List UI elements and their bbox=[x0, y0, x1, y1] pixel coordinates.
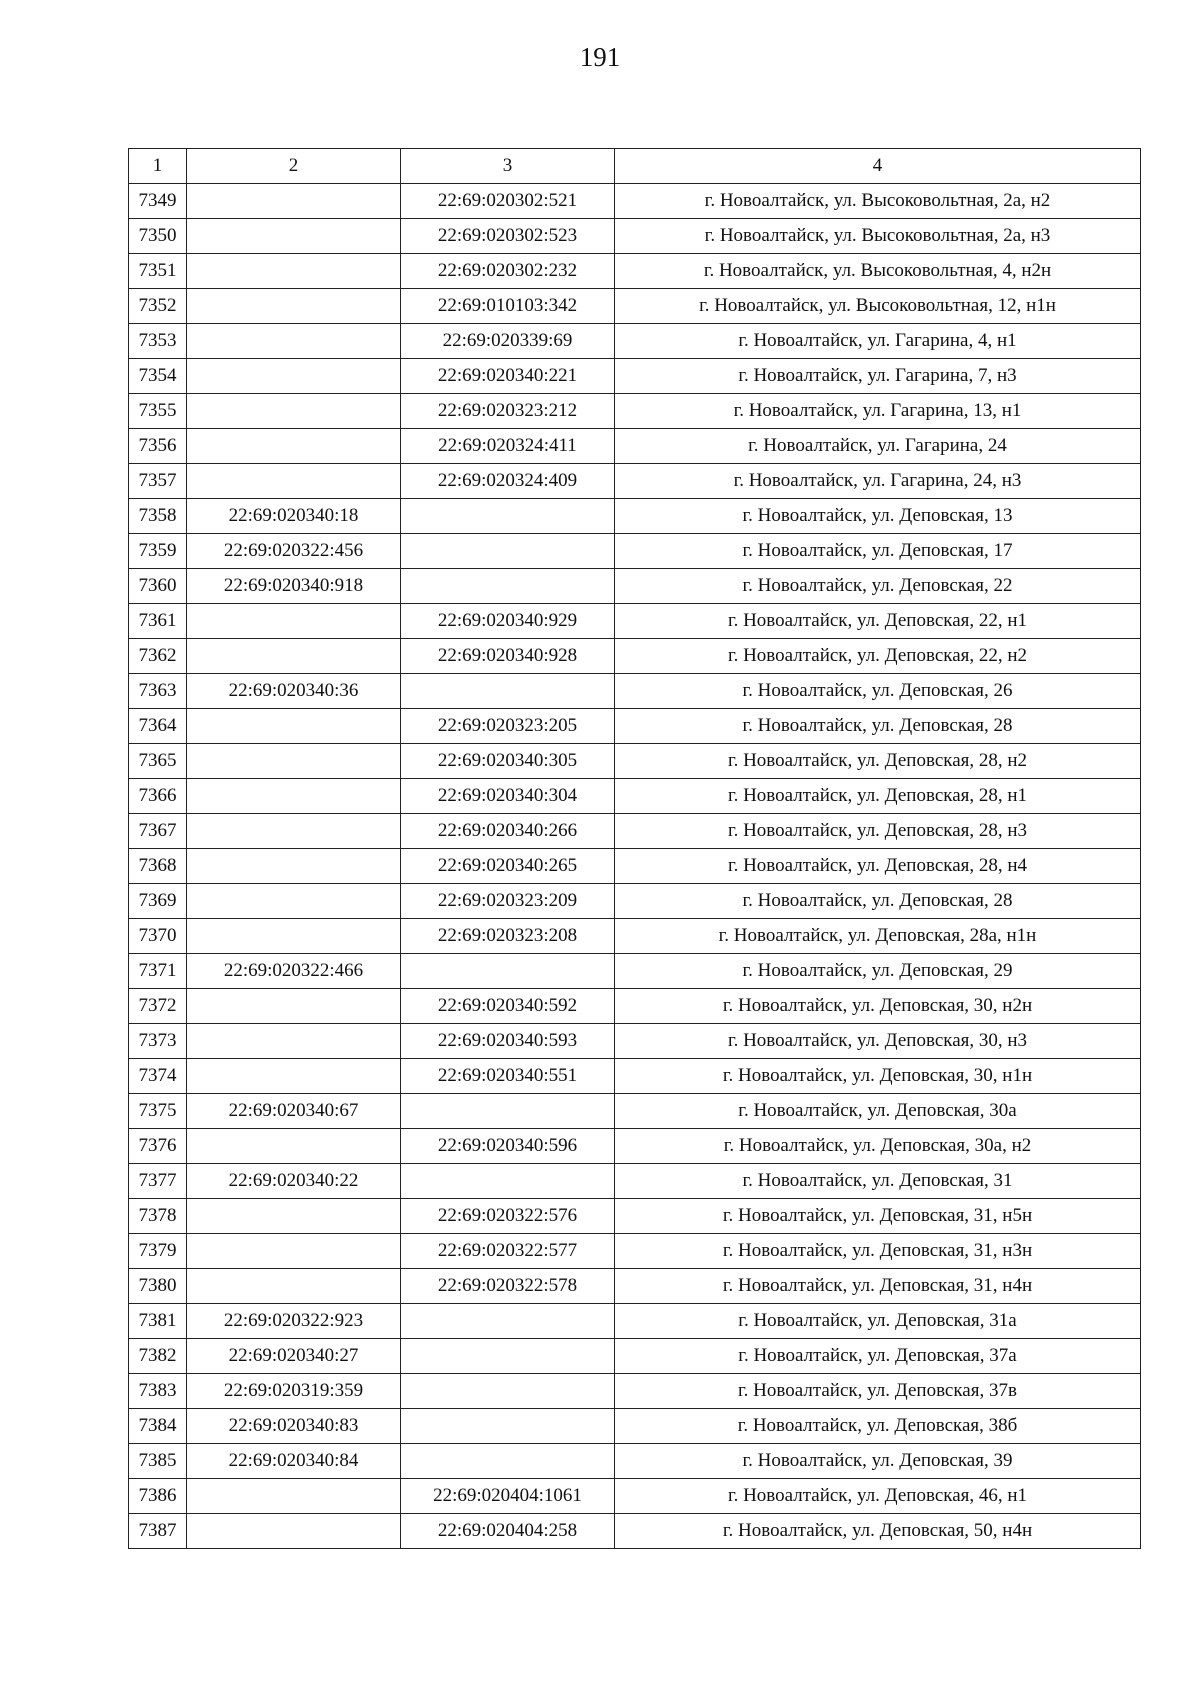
table-row bbox=[129, 254, 1141, 289]
table-row bbox=[129, 1164, 1141, 1199]
cadastral-number-cell bbox=[187, 359, 401, 394]
premises-cadastral-cell bbox=[401, 1444, 615, 1479]
address-cell: г. Новоалтайск, ул. Деповская, 28, н4 bbox=[615, 849, 1141, 884]
premises-cadastral-cell bbox=[401, 569, 615, 604]
premises-cadastral-cell: 22:69:020340:221 bbox=[401, 359, 615, 394]
premises-cadastral-cell: 22:69:020340:592 bbox=[401, 989, 615, 1024]
table-row bbox=[129, 849, 1141, 884]
address-cell: г. Новоалтайск, ул. Деповская, 30, н3 bbox=[615, 1024, 1141, 1059]
row-number-cell: 7380 bbox=[129, 1269, 187, 1304]
premises-cadastral-cell: 22:69:020404:258 bbox=[401, 1514, 615, 1549]
cadastral-number-cell: 22:69:020319:359 bbox=[187, 1374, 401, 1409]
cadastral-number-cell: 22:69:020340:83 bbox=[187, 1409, 401, 1444]
table-row bbox=[129, 1094, 1141, 1129]
row-number-cell: 7358 bbox=[129, 499, 187, 534]
table-row bbox=[129, 289, 1141, 324]
row-number-cell: 7370 bbox=[129, 919, 187, 954]
table-row bbox=[129, 954, 1141, 989]
cadastral-number-cell bbox=[187, 779, 401, 814]
cadastral-number-cell bbox=[187, 604, 401, 639]
table-row bbox=[129, 639, 1141, 674]
premises-cadastral-cell: 22:69:020340:596 bbox=[401, 1129, 615, 1164]
address-cell: г. Новоалтайск, ул. Гагарина, 4, н1 bbox=[615, 324, 1141, 359]
table-row bbox=[129, 744, 1141, 779]
address-cell: г. Новоалтайск, ул. Деповская, 28 bbox=[615, 709, 1141, 744]
premises-cadastral-cell: 22:69:020340:265 bbox=[401, 849, 615, 884]
address-cell: г. Новоалтайск, ул. Гагарина, 24 bbox=[615, 429, 1141, 464]
premises-cadastral-cell: 22:69:020322:576 bbox=[401, 1199, 615, 1234]
address-cell: г. Новоалтайск, ул. Деповская, 28, н1 bbox=[615, 779, 1141, 814]
cadastral-number-cell: 22:69:020340:27 bbox=[187, 1339, 401, 1374]
address-cell: г. Новоалтайск, ул. Деповская, 31, н4н bbox=[615, 1269, 1141, 1304]
address-cell: г. Новоалтайск, ул. Деповская, 22 bbox=[615, 569, 1141, 604]
premises-cadastral-cell: 22:69:020340:304 bbox=[401, 779, 615, 814]
cadastral-number-cell: 22:69:020340:18 bbox=[187, 499, 401, 534]
cadastral-number-cell bbox=[187, 1269, 401, 1304]
address-cell: г. Новоалтайск, ул. Гагарина, 24, н3 bbox=[615, 464, 1141, 499]
premises-cadastral-cell: 22:69:020323:209 bbox=[401, 884, 615, 919]
address-cell: г. Новоалтайск, ул. Деповская, 31, н3н bbox=[615, 1234, 1141, 1269]
column-header-2: 2 bbox=[187, 149, 401, 184]
table-row bbox=[129, 359, 1141, 394]
cadastral-number-cell bbox=[187, 744, 401, 779]
row-number-cell: 7382 bbox=[129, 1339, 187, 1374]
premises-cadastral-cell bbox=[401, 1339, 615, 1374]
address-cell: г. Новоалтайск, ул. Деповская, 30, н1н bbox=[615, 1059, 1141, 1094]
premises-cadastral-cell bbox=[401, 1304, 615, 1339]
premises-cadastral-cell: 22:69:010103:342 bbox=[401, 289, 615, 324]
row-number-cell: 7365 bbox=[129, 744, 187, 779]
address-cell: г. Новоалтайск, ул. Деповская, 39 bbox=[615, 1444, 1141, 1479]
row-number-cell: 7367 bbox=[129, 814, 187, 849]
table-row bbox=[129, 814, 1141, 849]
cadastral-number-cell: 22:69:020340:36 bbox=[187, 674, 401, 709]
row-number-cell: 7355 bbox=[129, 394, 187, 429]
cadastral-number-cell: 22:69:020340:84 bbox=[187, 1444, 401, 1479]
row-number-cell: 7351 bbox=[129, 254, 187, 289]
row-number-cell: 7376 bbox=[129, 1129, 187, 1164]
row-number-cell: 7378 bbox=[129, 1199, 187, 1234]
row-number-cell: 7387 bbox=[129, 1514, 187, 1549]
row-number-cell: 7383 bbox=[129, 1374, 187, 1409]
premises-cadastral-cell: 22:69:020324:409 bbox=[401, 464, 615, 499]
premises-cadastral-cell: 22:69:020322:577 bbox=[401, 1234, 615, 1269]
table-row bbox=[129, 324, 1141, 359]
table-row bbox=[129, 184, 1141, 219]
table-row bbox=[129, 1269, 1141, 1304]
cadastral-number-cell bbox=[187, 709, 401, 744]
address-cell: г. Новоалтайск, ул. Деповская, 50, н4н bbox=[615, 1514, 1141, 1549]
premises-cadastral-cell: 22:69:020324:411 bbox=[401, 429, 615, 464]
premises-cadastral-cell: 22:69:020302:232 bbox=[401, 254, 615, 289]
address-cell: г. Новоалтайск, ул. Деповская, 28 bbox=[615, 884, 1141, 919]
header-row bbox=[129, 149, 1141, 184]
table-row bbox=[129, 709, 1141, 744]
table-row bbox=[129, 499, 1141, 534]
cadastral-number-cell bbox=[187, 1059, 401, 1094]
address-cell: г. Новоалтайск, ул. Деповская, 30а bbox=[615, 1094, 1141, 1129]
row-number-cell: 7366 bbox=[129, 779, 187, 814]
table-row bbox=[129, 884, 1141, 919]
premises-cadastral-cell: 22:69:020340:266 bbox=[401, 814, 615, 849]
premises-cadastral-cell bbox=[401, 674, 615, 709]
row-number-cell: 7379 bbox=[129, 1234, 187, 1269]
address-cell: г. Новоалтайск, ул. Деповская, 46, н1 bbox=[615, 1479, 1141, 1514]
premises-cadastral-cell: 22:69:020323:212 bbox=[401, 394, 615, 429]
row-number-cell: 7377 bbox=[129, 1164, 187, 1199]
premises-cadastral-cell: 22:69:020302:523 bbox=[401, 219, 615, 254]
table-row bbox=[129, 569, 1141, 604]
table-header bbox=[129, 149, 1141, 184]
address-cell: г. Новоалтайск, ул. Гагарина, 13, н1 bbox=[615, 394, 1141, 429]
cadastral-number-cell bbox=[187, 849, 401, 884]
row-number-cell: 7357 bbox=[129, 464, 187, 499]
row-number-cell: 7384 bbox=[129, 1409, 187, 1444]
row-number-cell: 7369 bbox=[129, 884, 187, 919]
row-number-cell: 7364 bbox=[129, 709, 187, 744]
table-row bbox=[129, 1024, 1141, 1059]
cadastral-number-cell bbox=[187, 884, 401, 919]
address-cell: г. Новоалтайск, ул. Деповская, 28а, н1н bbox=[615, 919, 1141, 954]
table-row bbox=[129, 919, 1141, 954]
row-number-cell: 7374 bbox=[129, 1059, 187, 1094]
address-cell: г. Новоалтайск, ул. Деповская, 22, н2 bbox=[615, 639, 1141, 674]
table-row bbox=[129, 394, 1141, 429]
table-row bbox=[129, 1199, 1141, 1234]
row-number-cell: 7373 bbox=[129, 1024, 187, 1059]
table-row bbox=[129, 1129, 1141, 1164]
premises-cadastral-cell: 22:69:020302:521 bbox=[401, 184, 615, 219]
table-row bbox=[129, 219, 1141, 254]
row-number-cell: 7375 bbox=[129, 1094, 187, 1129]
table-row bbox=[129, 1479, 1141, 1514]
address-cell: г. Новоалтайск, ул. Высоковольтная, 4, н2н bbox=[615, 254, 1141, 289]
premises-cadastral-cell: 22:69:020339:69 bbox=[401, 324, 615, 359]
table-row bbox=[129, 1304, 1141, 1339]
premises-cadastral-cell: 22:69:020322:578 bbox=[401, 1269, 615, 1304]
cadastral-number-cell bbox=[187, 324, 401, 359]
table-body bbox=[129, 184, 1141, 1549]
address-cell: г. Новоалтайск, ул. Высоковольтная, 12, н1н bbox=[615, 289, 1141, 324]
cadastral-number-cell bbox=[187, 1199, 401, 1234]
address-cell: г. Новоалтайск, ул. Высоковольтная, 2а, н2 bbox=[615, 184, 1141, 219]
address-cell: г. Новоалтайск, ул. Деповская, 13 bbox=[615, 499, 1141, 534]
cadastral-number-cell bbox=[187, 1024, 401, 1059]
premises-cadastral-cell bbox=[401, 499, 615, 534]
cadastral-number-cell bbox=[187, 464, 401, 499]
address-cell: г. Новоалтайск, ул. Деповская, 26 bbox=[615, 674, 1141, 709]
table-row bbox=[129, 1339, 1141, 1374]
premises-cadastral-cell: 22:69:020323:208 bbox=[401, 919, 615, 954]
row-number-cell: 7356 bbox=[129, 429, 187, 464]
row-number-cell: 7352 bbox=[129, 289, 187, 324]
row-number-cell: 7385 bbox=[129, 1444, 187, 1479]
cadastral-number-cell bbox=[187, 1234, 401, 1269]
address-cell: г. Новоалтайск, ул. Деповская, 31 bbox=[615, 1164, 1141, 1199]
table-row bbox=[129, 604, 1141, 639]
cadastral-number-cell: 22:69:020340:918 bbox=[187, 569, 401, 604]
cadastral-number-cell: 22:69:020322:466 bbox=[187, 954, 401, 989]
table-row bbox=[129, 464, 1141, 499]
column-header-1: 1 bbox=[129, 149, 187, 184]
table-row bbox=[129, 1374, 1141, 1409]
cadastral-number-cell bbox=[187, 639, 401, 674]
premises-cadastral-cell bbox=[401, 1409, 615, 1444]
registry-table bbox=[128, 148, 1141, 1549]
address-cell: г. Новоалтайск, ул. Деповская, 29 bbox=[615, 954, 1141, 989]
cadastral-number-cell: 22:69:020340:22 bbox=[187, 1164, 401, 1199]
cadastral-number-cell: 22:69:020340:67 bbox=[187, 1094, 401, 1129]
premises-cadastral-cell bbox=[401, 534, 615, 569]
premises-cadastral-cell: 22:69:020340:928 bbox=[401, 639, 615, 674]
table-row bbox=[129, 429, 1141, 464]
address-cell: г. Новоалтайск, ул. Деповская, 28, н3 bbox=[615, 814, 1141, 849]
row-number-cell: 7359 bbox=[129, 534, 187, 569]
table-row bbox=[129, 674, 1141, 709]
address-cell: г. Новоалтайск, ул. Деповская, 17 bbox=[615, 534, 1141, 569]
cadastral-number-cell bbox=[187, 289, 401, 324]
cadastral-number-cell bbox=[187, 219, 401, 254]
row-number-cell: 7349 bbox=[129, 184, 187, 219]
address-cell: г. Новоалтайск, ул. Деповская, 37в bbox=[615, 1374, 1141, 1409]
premises-cadastral-cell: 22:69:020340:551 bbox=[401, 1059, 615, 1094]
table-row bbox=[129, 779, 1141, 814]
address-cell: г. Новоалтайск, ул. Деповская, 30, н2н bbox=[615, 989, 1141, 1024]
cadastral-number-cell: 22:69:020322:923 bbox=[187, 1304, 401, 1339]
table-row bbox=[129, 1444, 1141, 1479]
address-cell: г. Новоалтайск, ул. Деповская, 28, н2 bbox=[615, 744, 1141, 779]
address-cell: г. Новоалтайск, ул. Деповская, 30а, н2 bbox=[615, 1129, 1141, 1164]
address-cell: г. Новоалтайск, ул. Деповская, 22, н1 bbox=[615, 604, 1141, 639]
premises-cadastral-cell: 22:69:020323:205 bbox=[401, 709, 615, 744]
table-row bbox=[129, 1234, 1141, 1269]
cadastral-number-cell bbox=[187, 989, 401, 1024]
table-row bbox=[129, 534, 1141, 569]
column-header-4: 4 bbox=[615, 149, 1141, 184]
address-cell: г. Новоалтайск, ул. Высоковольтная, 2а, н3 bbox=[615, 219, 1141, 254]
address-cell: г. Новоалтайск, ул. Гагарина, 7, н3 bbox=[615, 359, 1141, 394]
cadastral-number-cell bbox=[187, 1479, 401, 1514]
premises-cadastral-cell bbox=[401, 1094, 615, 1129]
premises-cadastral-cell bbox=[401, 954, 615, 989]
row-number-cell: 7354 bbox=[129, 359, 187, 394]
cadastral-number-cell bbox=[187, 814, 401, 849]
address-cell: г. Новоалтайск, ул. Деповская, 31, н5н bbox=[615, 1199, 1141, 1234]
column-header-3: 3 bbox=[401, 149, 615, 184]
premises-cadastral-cell: 22:69:020340:305 bbox=[401, 744, 615, 779]
premises-cadastral-cell: 22:69:020340:929 bbox=[401, 604, 615, 639]
cadastral-number-cell bbox=[187, 184, 401, 219]
table-row bbox=[129, 989, 1141, 1024]
address-cell: г. Новоалтайск, ул. Деповская, 37а bbox=[615, 1339, 1141, 1374]
cadastral-number-cell bbox=[187, 1514, 401, 1549]
premises-cadastral-cell bbox=[401, 1374, 615, 1409]
table-row bbox=[129, 1059, 1141, 1094]
row-number-cell: 7361 bbox=[129, 604, 187, 639]
cadastral-number-cell bbox=[187, 429, 401, 464]
address-cell: г. Новоалтайск, ул. Деповская, 31а bbox=[615, 1304, 1141, 1339]
cadastral-number-cell: 22:69:020322:456 bbox=[187, 534, 401, 569]
cadastral-number-cell bbox=[187, 254, 401, 289]
table-row bbox=[129, 1409, 1141, 1444]
premises-cadastral-cell: 22:69:020404:1061 bbox=[401, 1479, 615, 1514]
row-number-cell: 7381 bbox=[129, 1304, 187, 1339]
premises-cadastral-cell bbox=[401, 1164, 615, 1199]
page-number: 191 bbox=[579, 42, 621, 72]
row-number-cell: 7362 bbox=[129, 639, 187, 674]
row-number-cell: 7363 bbox=[129, 674, 187, 709]
premises-cadastral-cell: 22:69:020340:593 bbox=[401, 1024, 615, 1059]
row-number-cell: 7350 bbox=[129, 219, 187, 254]
row-number-cell: 7372 bbox=[129, 989, 187, 1024]
address-cell: г. Новоалтайск, ул. Деповская, 38б bbox=[615, 1409, 1141, 1444]
row-number-cell: 7353 bbox=[129, 324, 187, 359]
row-number-cell: 7371 bbox=[129, 954, 187, 989]
row-number-cell: 7386 bbox=[129, 1479, 187, 1514]
cadastral-number-cell bbox=[187, 1129, 401, 1164]
cadastral-number-cell bbox=[187, 919, 401, 954]
cadastral-number-cell bbox=[187, 394, 401, 429]
table-row bbox=[129, 1514, 1141, 1549]
row-number-cell: 7360 bbox=[129, 569, 187, 604]
row-number-cell: 7368 bbox=[129, 849, 187, 884]
